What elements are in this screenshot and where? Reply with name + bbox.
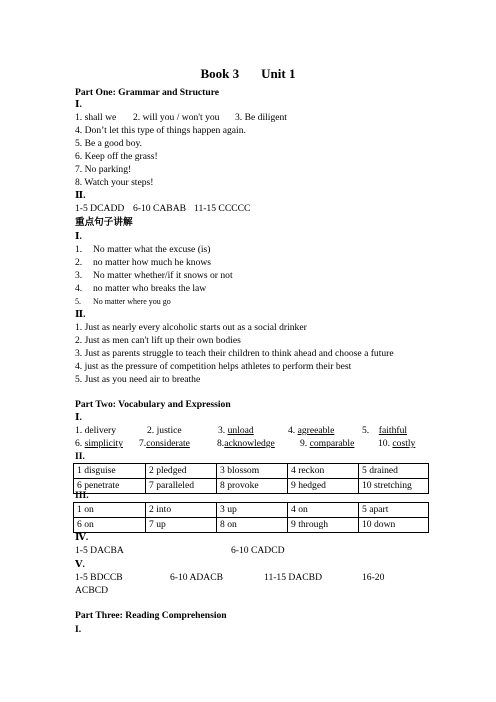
table-row [74,503,429,518]
key-sec2-item-1: 1. Just as nearly every alcoholic starts out as a social drinker [75,322,307,333]
vocab-item-1: 1. delivery [75,425,117,436]
key-sec2-item-5: 5. Just as you need air to breathe [75,374,201,385]
key-sec2-item-4: 4. just as the pressure of competition helps athletes to perform their best [75,361,352,372]
table-cell: 4 on [288,503,359,518]
vocab-item-9: 9. comparable [300,438,355,449]
vocab-item-7: 7.considerate [139,438,190,449]
table-cell: 5 drained [359,464,429,479]
book-label: Book 3 [200,66,240,81]
part1-sec1-label: Ⅰ. [75,99,82,110]
key-sec2-item-3: 3. Just as parents struggle to teach their children to think ahead and choose a future [75,348,394,359]
table-cell: 9 hedged [288,479,359,494]
part2-sec5-answers [75,572,384,584]
part2-sec4-answers [75,545,285,557]
part1-sec2-label: Ⅱ. [75,190,86,201]
table-cell: 8 provoke [217,479,288,494]
table-cell: 5 apart [359,503,429,518]
key-item-4: 4. no matter who breaks the law [75,283,207,294]
table-cell: 7 up [146,518,217,533]
answers-6-10: 6-10 CADCD [231,545,285,556]
part2-sec1-label: Ⅰ. [75,412,82,423]
page-title [0,66,496,82]
key-item-1: 1. No matter what the excuse (is) [75,244,211,255]
vocab-item-4: 4. agreeable [288,425,335,436]
vocab-row-2 [75,438,415,450]
key-sec2-item-2: 2. Just as men can't lift up their own bodies [75,335,241,346]
key-item-5: 5. No matter where you go [75,297,171,306]
vocab-item-8: 8.acknowledge [217,438,275,449]
table-cell: 2 pledged [146,464,217,479]
part2-heading: Part Two: Vocabulary and Expression [75,399,231,410]
table-row [74,518,429,533]
answers-16-20: ACBCD [75,585,109,596]
vocab-item-6: 6. simplicity [75,438,123,449]
table-cell: 1 on [74,503,146,518]
key-item-2: 2. no matter how much he knows [75,257,212,268]
part1-item-7: 7. No parking! [75,164,132,175]
answer-3: 3. Be diligent [235,112,287,123]
answer-2: 2. will you / won't you [133,112,220,123]
answers-6-10: 6-10 CABAB [133,203,187,214]
key-sec1-label: Ⅰ. [75,231,82,242]
table-row [74,464,429,479]
key-sec2-label: Ⅱ. [75,309,86,320]
part2-sec5-label: Ⅴ. [75,559,85,570]
table-row [74,479,429,494]
table-cell: 2 into [146,503,217,518]
key-sentences-heading: 重点句子讲解 [75,217,133,228]
vocab-item-10: 10. costly [378,438,416,449]
vocab-item-5: 5. faithful [362,425,408,436]
part1-item-8: 8. Watch your steps! [75,177,154,188]
answers-11-15: 11-15 DACBD [264,572,323,583]
vocab-row-1 [75,425,407,437]
part1-sec2-answers [75,203,250,215]
part2-sec3-label: III. [75,490,89,501]
table-cell: 3 up [217,503,288,518]
table-cell: 10 stretching [359,479,429,494]
word-form-table [73,463,429,494]
part2-sec2-label: II. [75,451,85,462]
preposition-table [73,502,429,533]
table-cell: 7 paralleled [146,479,217,494]
table-cell: 10 down [359,518,429,533]
vocab-item-2: 2. justice [147,425,182,436]
table-cell: 8 on [217,518,288,533]
part3-sec1-label: I. [75,624,82,635]
answers-11-15: 11-15 CCCCC [194,203,251,214]
part1-sec1-line1 [75,112,287,124]
part1-heading: Part One: Grammar and Structure [75,87,220,98]
answers-1-5: 1-5 BDCCB [75,572,123,583]
table-cell: 1 disguise [74,464,146,479]
answers-1-5: 1-5 DACBA [75,545,124,556]
part1-item-4: 4. Don’t let this type of things happen again. [75,125,246,136]
table-cell: 6 on [74,518,146,533]
part1-item-5: 5. Be a good boy. [75,138,143,149]
part2-sec4-label: Ⅳ. [75,532,89,543]
answers-16-20-label: 16-20 [362,572,385,583]
table-cell: 3 blossom [217,464,288,479]
part1-item-6: 6. Keep off the grass! [75,151,158,162]
part3-heading: Part Three: Reading Comprehension [75,610,227,621]
answers-1-5: 1-5 DCADD [75,203,125,214]
table-cell: 6 penetrate [74,479,146,494]
table-cell: 4 reckon [288,464,359,479]
table-cell: 9 through [288,518,359,533]
vocab-item-3: 3. unload [218,425,254,436]
unit-label: Unit 1 [261,66,296,81]
answer-1: 1. shall we [75,112,117,123]
key-item-3: 3. No matter whether/if it snows or not [75,270,233,281]
answers-6-10: 6-10 ADACB [170,572,224,583]
